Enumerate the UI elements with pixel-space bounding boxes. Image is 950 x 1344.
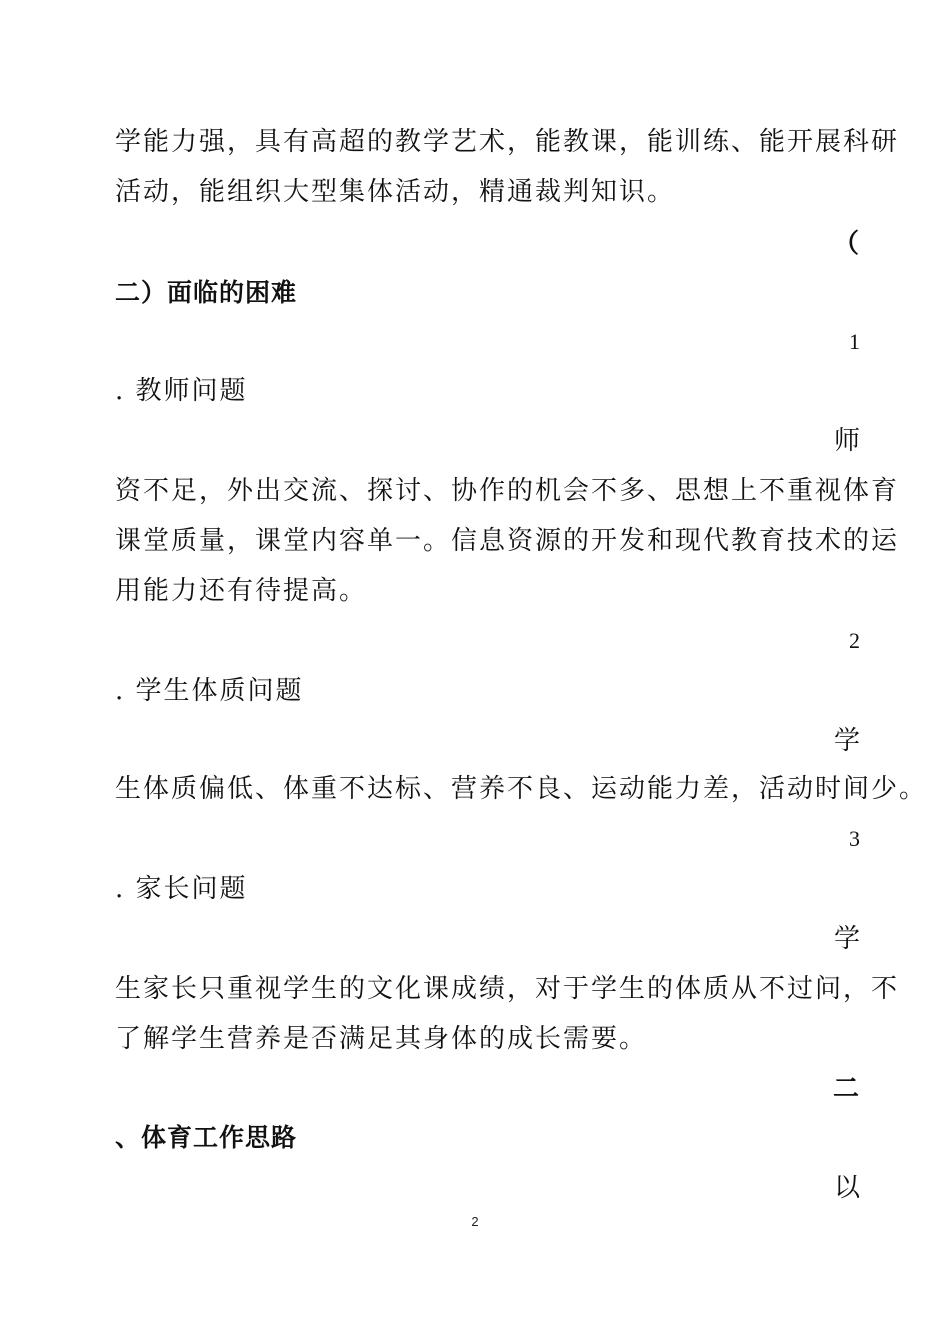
paragraph-line: 活动，能组织大型集体活动，精通裁判知识。 — [115, 177, 676, 207]
paragraph-line: 学能力强，具有高超的教学艺术，能教课，能训练、能开展科研 — [115, 127, 900, 157]
paragraph-line: 生体质偏低、体重不达标、营养不良、运动能力差，活动时间少。 — [115, 774, 928, 804]
item-lead-char: 以 — [833, 1173, 860, 1203]
section-mark: 二 — [832, 1074, 860, 1104]
item-number: 3 — [849, 826, 860, 851]
item-number: 1 — [849, 329, 860, 354]
paragraph-line: 课堂质量，课堂内容单一。信息资源的开发和现代教育技术的运 — [115, 526, 900, 556]
paren-mark: （ — [832, 229, 860, 259]
section-heading: 二）面临的困难 — [115, 278, 298, 307]
paragraph-line: 用能力还有待提高。 — [115, 576, 368, 606]
paragraph-line: 资不足，外出交流、探讨、协作的机会不多、思想上不重视体育 — [115, 476, 900, 506]
item-lead-char: 师 — [833, 426, 860, 456]
item-title: . 家长问题 — [115, 874, 248, 904]
page-number: 2 — [471, 1214, 479, 1229]
item-lead-char: 学 — [833, 726, 860, 756]
paragraph-line: 了解学生营养是否满足其身体的成长需要。 — [115, 1024, 648, 1054]
item-title: . 教师问题 — [115, 376, 248, 406]
item-number: 2 — [849, 628, 860, 653]
paragraph-line: 生家长只重视学生的文化课成绩，对于学生的体质从不过问，不 — [115, 974, 900, 1004]
item-title: . 学生体质问题 — [115, 676, 304, 706]
item-lead-char: 学 — [833, 924, 860, 954]
section-heading: 、体育工作思路 — [115, 1123, 298, 1152]
